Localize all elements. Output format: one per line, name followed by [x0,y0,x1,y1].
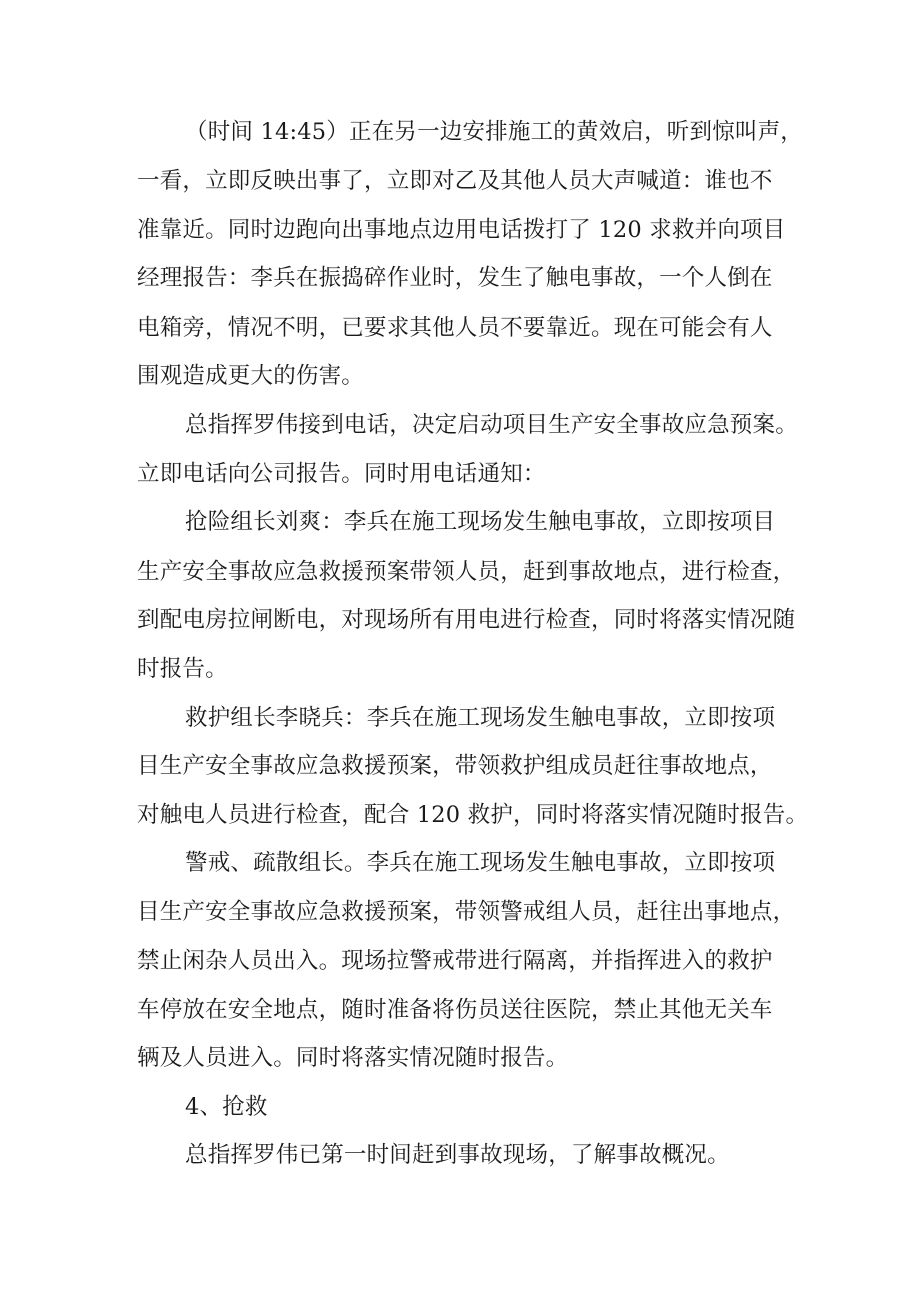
paragraph-3-line-1: 抢险组长刘爽：李兵在施工现场发生触电事故，立即按项目 [185,509,776,535]
paragraph-1-line-1: （时间 14:45）正在另一边安排施工的黄效启，听到惊叫声， [185,119,803,145]
paragraph-1-line-5: 电箱旁，情况不明，已要求其他人员不要靠近。现在可能会有人 [137,315,773,341]
paragraph-4-line-2: 目生产安全事故应急救援预案，带领救护组成员赶往事故地点， [137,753,773,779]
paragraph-3-line-2: 生产安全事故应急救援预案带领人员，赶到事故地点，进行检查， [137,559,796,585]
paragraph-1-line-2: 一看，立即反映出事了，立即对乙及其他人员大声喊道：谁也不 [137,168,773,194]
paragraph-2-line-1: 总指挥罗伟接到电话，决定启动项目生产安全事故应急预案。 [185,412,798,438]
paragraph-4-line-1: 救护组长李晓兵：李兵在施工现场发生触电事故，立即按项 [185,705,776,731]
paragraph-3-line-4: 时报告。 [137,656,228,682]
paragraph-1-line-3: 准靠近。同时边跑向出事地点边用电话拨打了 120 求救并向项目 [137,217,786,243]
paragraph-5-line-2: 目生产安全事故应急救援预案，带领警戒组人员，赶往出事地点， [137,899,796,925]
paragraph-3-line-3: 到配电房拉闸断电，对现场所有用电进行检查，同时将落实情况随 [137,607,796,633]
paragraph-4-line-3: 对触电人员进行检查，配合 120 救护，同时将落实情况随时报告。 [137,802,809,828]
paragraph-7-line-1: 总指挥罗伟已第一时间赶到事故现场，了解事故概况。 [185,1142,730,1168]
paragraph-5-line-5: 辆及人员进入。同时将落实情况随时报告。 [137,1045,569,1071]
paragraph-1-line-4: 经理报告：李兵在振捣碎作业时，发生了触电事故，一个人倒在 [137,265,773,291]
paragraph-1-line-6: 围观造成更大的伤害。 [137,363,365,389]
paragraph-2-line-2: 立即电话向公司报告。同时用电话通知： [137,461,546,487]
paragraph-5-line-3: 禁止闲杂人员出入。现场拉警戒带进行隔离，并指挥进入的救护 [137,948,773,974]
paragraph-5-line-4: 车停放在安全地点，随时准备将伤员送往医院，禁止其他无关车 [137,997,773,1023]
section-heading-rescue: 4、抢救 [185,1094,268,1120]
paragraph-5-line-1: 警戒、疏散组长。李兵在施工现场发生触电事故，立即按项 [185,850,776,876]
